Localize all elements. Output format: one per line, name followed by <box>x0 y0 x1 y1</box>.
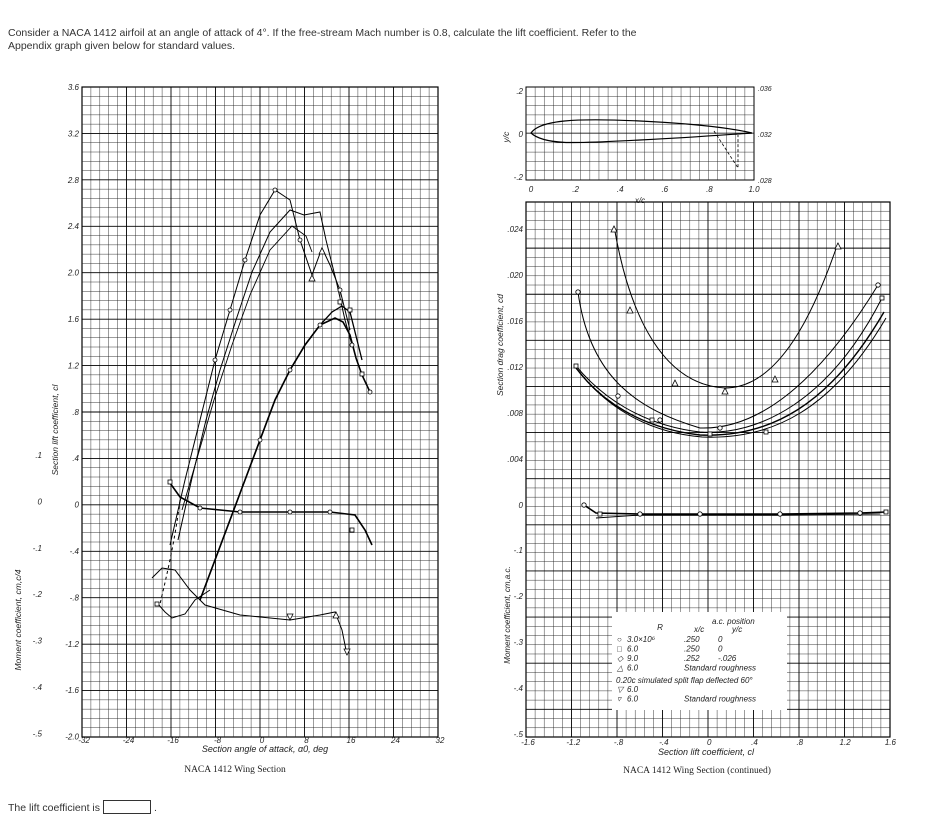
right-cd-tick-label: .008 <box>507 409 523 418</box>
legend-flap-reynolds: 6.0 <box>627 694 639 704</box>
left-cl-tick-label: .4 <box>72 454 79 464</box>
answer-prefix: The lift coefficient is <box>8 802 101 814</box>
airfoil-x-label: x/c <box>634 196 646 205</box>
right-cm-axis-label: Moment coefficient, cm,a.c. <box>503 566 512 664</box>
left-cm-tick-label: -.4 <box>32 683 42 692</box>
airfoil-y-tick-label: 0 <box>518 130 523 139</box>
left-cl-tick-label: 3.2 <box>67 129 79 139</box>
left-x-tick-label: 16 <box>346 736 356 745</box>
left-x-tick-label: 0 <box>259 736 265 745</box>
left-x-tick-label: 24 <box>391 736 400 745</box>
airfoil-x-tick-label: 0 <box>528 185 534 194</box>
right-data-markers <box>574 226 888 516</box>
right-cm-tick-label: -.4 <box>513 684 523 693</box>
right-x-axis-label: Section lift coefficient, cl <box>657 747 755 757</box>
right-cm-tick-label: -.2 <box>513 592 523 601</box>
left-x-tick-label: -16 <box>167 736 179 745</box>
legend-reynolds: 6.0 <box>627 663 639 673</box>
right-cm-tick-label: -.5 <box>513 730 523 739</box>
left-cm-tick-label: -.5 <box>32 729 42 739</box>
airfoil-x-tick-label: 1.0 <box>748 185 760 194</box>
left-cm-axis-label: Moment coefficient, cm,c/4 <box>13 569 23 671</box>
right-cd-tick-label: .020 <box>507 271 523 280</box>
right-x-tick-label: 1.2 <box>839 738 851 747</box>
lift-coefficient-input[interactable] <box>103 800 151 814</box>
airfoil-right-tick-label: .028 <box>758 178 772 185</box>
right-chart-caption: NACA 1412 Wing Section (continued) <box>623 766 771 776</box>
right-x-tick-label: .4 <box>751 738 758 747</box>
legend-xc: .250 <box>684 644 700 654</box>
question-line-1: Consider a NACA 1412 airfoil at an angle of attack of 4°. If the free-stream Mach number is 0.8, calculate the lift coefficient. Refer to the <box>8 27 637 39</box>
left-cl-tick-label: 2.4 <box>67 222 79 232</box>
legend-reynolds: 9.0 <box>627 654 639 663</box>
left-cl-tick-label: -1.2 <box>65 639 79 649</box>
answer-suffix: . <box>154 802 157 814</box>
right-x-tick-label: -.4 <box>659 738 669 747</box>
right-chart <box>495 202 897 776</box>
legend-flap-note-text: Standard roughness <box>684 694 757 704</box>
legend-symbol: △ <box>617 663 624 673</box>
left-cl-tick-label: 1.2 <box>67 361 79 371</box>
right-cm-tick-label: -.3 <box>513 638 523 647</box>
legend-head-yc: y/c <box>732 625 743 634</box>
legend-xc: .250 <box>684 635 700 644</box>
left-cl-tick-label: -2.0 <box>65 732 79 742</box>
left-cl-tick-label: .8 <box>72 407 79 417</box>
right-drag-curves <box>576 226 886 518</box>
left-cl-axis-label: Section lift coefficient, cl <box>50 384 60 476</box>
legend-flap-symbol: ▿ <box>617 694 622 704</box>
left-cl-tick-label: 1.6 <box>67 315 79 324</box>
right-legend <box>612 612 787 710</box>
right-cd-tick-label: .016 <box>507 317 523 326</box>
legend-flap-reynolds: 6.0 <box>627 685 639 694</box>
legend-yc: -.026 <box>718 654 737 663</box>
left-lift-curves <box>152 190 372 655</box>
airfoil-x-tick-label: .4 <box>616 185 624 194</box>
right-x-tick-label: 0 <box>706 738 712 747</box>
left-cl-tick-label: -.8 <box>69 593 79 603</box>
left-chart-caption: NACA 1412 Wing Section <box>184 765 286 775</box>
legend-flap-symbol: ▽ <box>617 685 624 694</box>
legend-xc: Standard roughness <box>684 663 757 673</box>
legend-reynolds: 6.0 <box>627 644 639 654</box>
right-x-tick-label: -1.2 <box>566 738 581 747</box>
left-x-tick-label: 32 <box>435 736 445 745</box>
airfoil-right-tick-label: .032 <box>758 132 772 139</box>
left-cm-tick-label: 0 <box>37 497 42 507</box>
left-cm-tick-label: -.1 <box>32 543 42 553</box>
left-cl-tick-label: 0 <box>74 500 79 510</box>
left-cm-tick-label: -.3 <box>32 636 42 646</box>
legend-head-ac: a.c. position <box>712 617 755 626</box>
left-x-tick-label: -24 <box>122 736 135 745</box>
answer-row <box>8 800 157 814</box>
right-x-tick-label: -1.6 <box>521 738 535 747</box>
airfoil-y-tick-label: .2 <box>516 87 523 96</box>
right-x-tick-label: 1.6 <box>884 738 896 747</box>
airfoil-x-tick-label: .6 <box>661 185 669 194</box>
right-cd-axis-label: Section drag coefficient, cd <box>495 293 505 397</box>
airfoil-right-tick-label: .036 <box>758 86 772 93</box>
legend-xc: .252 <box>684 654 700 663</box>
left-x-tick-label: -32 <box>78 736 90 745</box>
airfoil-y-tick-label: -.2 <box>513 173 523 182</box>
right-cm-tick-label: -.1 <box>513 546 523 555</box>
right-x-tick-label: .8 <box>796 738 804 747</box>
legend-yc: 0 <box>718 644 723 654</box>
legend-flap-note: 0.20c simulated split flap deflected 60° <box>616 676 753 685</box>
legend-symbol: ◇ <box>617 654 624 663</box>
right-x-tick-label: -.8 <box>613 738 624 747</box>
left-cm-tick-label: -.2 <box>32 590 42 600</box>
left-cl-tick-label: -.4 <box>69 547 79 556</box>
legend-symbol: ○ <box>617 635 622 644</box>
airfoil-x-tick-label: .2 <box>572 185 579 194</box>
left-cm-tick-label: .1 <box>35 451 42 460</box>
airfoil-shape <box>531 120 752 143</box>
left-chart <box>13 83 445 775</box>
legend-yc: 0 <box>718 635 723 644</box>
airfoil-profile-chart <box>501 86 772 205</box>
left-cl-tick-label: -1.6 <box>65 686 79 696</box>
right-cd-tick-label: .004 <box>507 455 523 464</box>
right-cd-tick-label: .012 <box>507 363 523 372</box>
left-x-tick-label: 8 <box>304 736 309 745</box>
legend-head-r: R <box>657 623 663 632</box>
airfoil-y-label: y/c <box>501 131 511 143</box>
right-cd-tick-label: .024 <box>507 225 523 234</box>
legend-symbol: □ <box>617 644 622 654</box>
left-cl-tick-label: 2.8 <box>67 175 79 185</box>
left-cl-tick-label: 2.0 <box>67 268 79 278</box>
left-cl-tick-label: 3.6 <box>67 83 79 92</box>
left-x-axis-label: Section angle of attack, α0, deg <box>201 744 329 754</box>
question-line-2: Appendix graph given below for standard values. <box>8 40 236 52</box>
airfoil-x-tick-label: .8 <box>706 185 713 194</box>
right-cd-tick-label: 0 <box>518 501 523 510</box>
left-x-tick-label: -8 <box>213 736 222 745</box>
legend-head-xc: x/c <box>694 625 705 634</box>
legend-reynolds: 3.0×10⁶ <box>627 635 656 644</box>
